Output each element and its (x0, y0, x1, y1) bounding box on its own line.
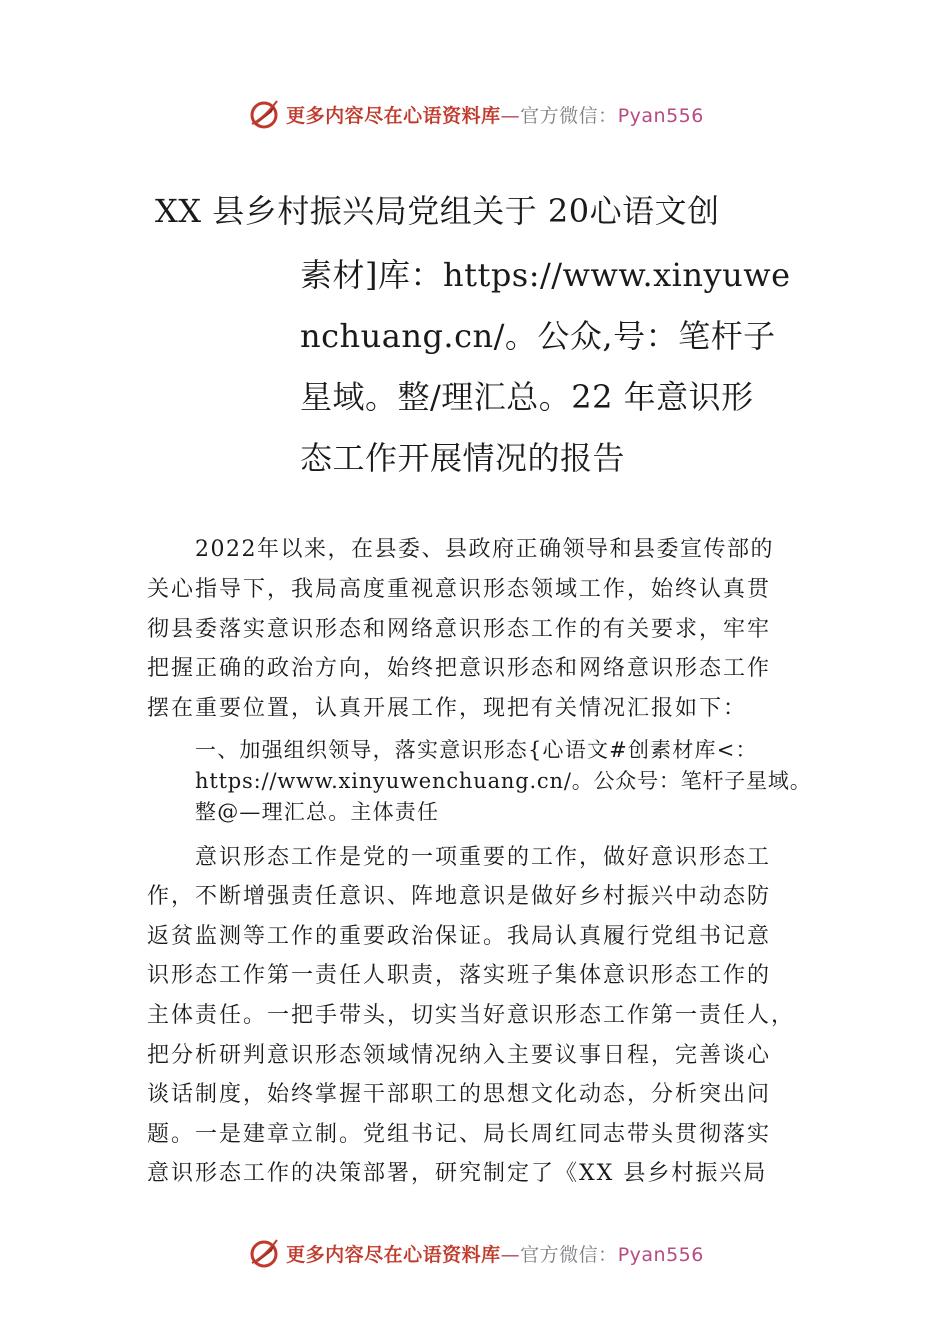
banner-library-text: 更多内容尽在心语资料库 (286, 1243, 501, 1266)
document-title-line: nchuang.cn/。公众,号：笔杆子 (300, 317, 776, 355)
paragraph-line: 意识形态工作的决策部署，研究制定了《XX 县乡村振兴局 (147, 1161, 768, 1186)
section-heading-line: https://www.xinyuwenchuang.cn/。公众号：笔杆子星域。 (195, 769, 812, 793)
paragraph-line: 2022年以来，在县委、县政府正确领导和县委宣传部的 (195, 537, 774, 562)
banner-dash: — (500, 104, 521, 127)
quill-pen-circle-icon (246, 96, 282, 132)
paragraph-line: 作，不断增强责任意识、阵地意识是做好乡村振兴中动态防 (147, 884, 772, 909)
paragraph-line: 题。一是建章立制。党组书记、局长周红同志带头贯彻落实 (147, 1122, 772, 1147)
paragraph-line: 谈话制度，始终掌握干部职工的思想文化动态，分析突出问 (147, 1082, 772, 1107)
document-title-line: XX 县乡村振兴局党组关于 20心语文创 (155, 192, 720, 230)
paragraph-line: 返贫监测等工作的重要政治保证。我局认真履行党组书记意 (147, 924, 772, 949)
document-title-line: 星域。整/理汇总。22 年意识形 (300, 378, 754, 416)
paragraph-line: 意识形态工作是党的一项重要的工作，做好意识形态工 (195, 845, 772, 870)
section-heading-line: 整@—理汇总。主体责任 (195, 800, 440, 824)
paragraph-line: 主体责任。一把手带头，切实当好意识形态工作第一责任人， (147, 1003, 796, 1028)
paragraph-line: 摆在重要位置，认真开展工作，现把有关情况汇报如下： (147, 696, 748, 721)
quill-pen-circle-icon (246, 1235, 282, 1271)
header-banner (0, 94, 950, 134)
document-title-line: 素材]库：https://www.xinyuwe (300, 256, 791, 294)
banner-wechat-id: Pyan556 (617, 104, 704, 127)
paragraph-line: 识形态工作第一责任人职责，落实班子集体意识形态工作的 (147, 963, 772, 988)
banner-library-text: 更多内容尽在心语资料库 (286, 104, 501, 127)
paragraph-line: 把分析研判意识形态领域情况纳入主要议事日程，完善谈心 (147, 1043, 772, 1068)
paragraph-line: 彻县委落实意识形态和网络意识形态工作的有关要求，牢牢 (147, 617, 772, 642)
banner-wechat-id: Pyan556 (617, 1243, 704, 1266)
banner-wechat-label: 官方微信： (520, 1243, 618, 1266)
banner-dash: — (500, 1243, 521, 1266)
footer-banner (0, 1233, 950, 1273)
paragraph-line: 关心指导下，我局高度重视意识形态领域工作，始终认真贯 (147, 577, 772, 602)
banner-wechat-label: 官方微信： (520, 104, 618, 127)
paragraph-line: 把握正确的政治方向，始终把意识形态和网络意识形态工作 (147, 656, 772, 681)
section-heading-line: 一、加强组织领导，落实意识形态{心语文#创素材库<： (195, 738, 758, 762)
document-title-line: 态工作开展情况的报告 (300, 439, 626, 477)
